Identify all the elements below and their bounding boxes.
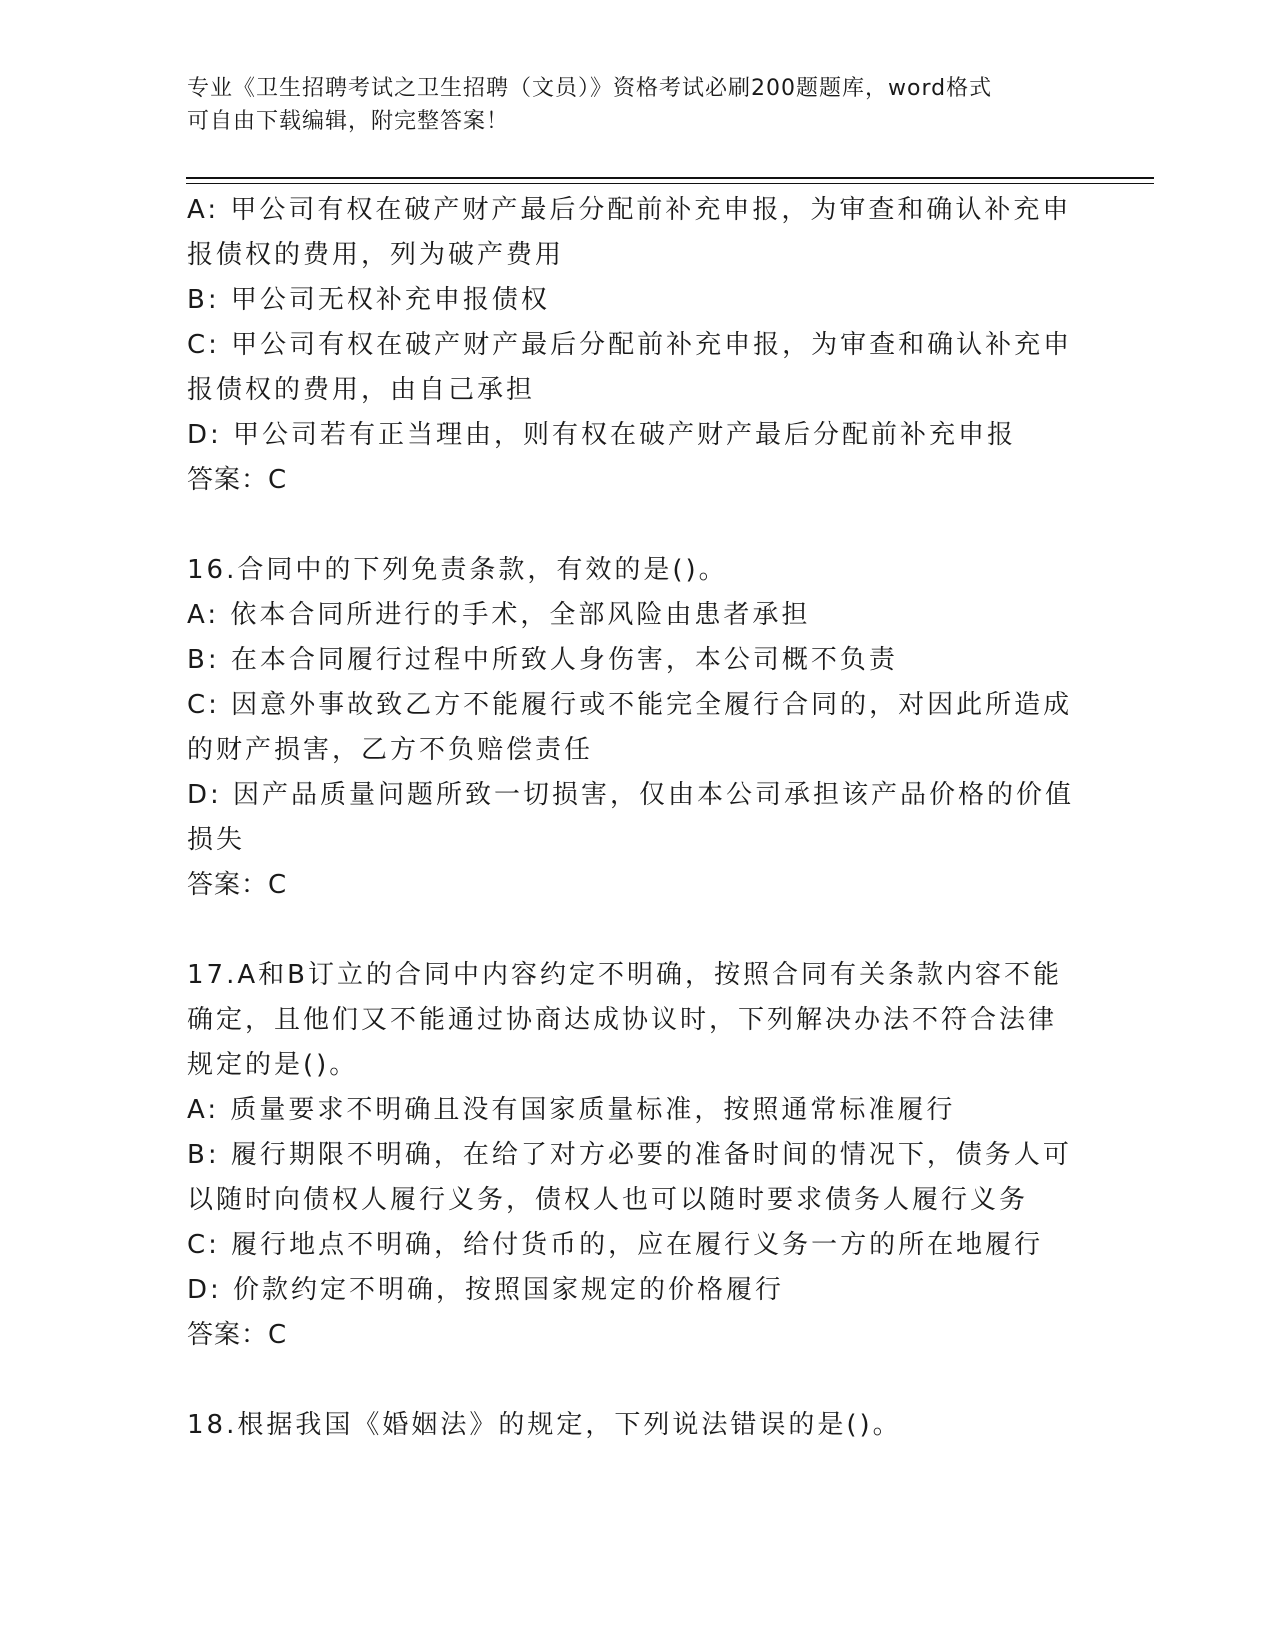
question-stem: 17.A和B订立的合同中内容约定不明确，按照合同有关条款内容不能 (187, 960, 1062, 990)
question-stem-continued: 规定的是()。 (187, 1050, 359, 1080)
option-a: A: 依本合同所进行的手术，全部风险由患者承担 (187, 600, 811, 630)
option-c-continued: 报债权的费用，由自己承担 (187, 375, 536, 405)
spacer (187, 1358, 1082, 1403)
header-divider-thick (186, 177, 1154, 179)
option-a: A: 质量要求不明确且没有国家质量标准，按照通常标准履行 (187, 1095, 956, 1125)
question-stem: 16.合同中的下列免责条款，有效的是()。 (187, 555, 728, 585)
option-d: D: 因产品质量问题所致一切损害，仅由本公司承担该产品价格的价值 (187, 780, 1075, 810)
option-d: D: 价款约定不明确，按照国家规定的价格履行 (187, 1275, 785, 1305)
option-b: B: 在本合同履行过程中所致人身伤害，本公司概不负责 (187, 645, 898, 675)
option-b-continued: 以随时向债权人履行义务，债权人也可以随时要求债务人履行义务 (187, 1185, 1029, 1215)
option-c: C: 因意外事故致乙方不能履行或不能完全履行合同的，对因此所造成 (187, 690, 1073, 720)
option-c-continued: 的财产损害，乙方不负赔偿责任 (187, 735, 594, 765)
question-list (187, 188, 1082, 1448)
answer: 答案：C (187, 1320, 288, 1350)
question-15-block (187, 188, 1082, 503)
option-b: B: 履行期限不明确，在给了对方必要的准备时间的情况下，债务人可 (187, 1140, 1072, 1170)
option-d-continued: 损失 (187, 825, 246, 855)
header-title-line-2: 可自由下载编辑，附完整答案！ (187, 109, 510, 134)
option-c: C: 履行地点不明确，给付货币的，应在履行义务一方的所在地履行 (187, 1230, 1044, 1260)
option-c: C: 甲公司有权在破产财产最后分配前补充申报，为审查和确认补充申 (187, 330, 1073, 360)
question-stem: 18.根据我国《婚姻法》的规定，下列说法错误的是()。 (187, 1410, 902, 1440)
answer: 答案：C (187, 465, 288, 495)
answer: 答案：C (187, 870, 288, 900)
question-stem-continued: 确定，且他们又不能通过协商达成协议时，下列解决办法不符合法律 (187, 1005, 1058, 1035)
option-a: A: 甲公司有权在破产财产最后分配前补充申报，为审查和确认补充申 (187, 195, 1072, 225)
question-18-block (187, 1403, 1082, 1448)
spacer (187, 503, 1082, 548)
question-16-block (187, 548, 1082, 908)
question-17-block (187, 953, 1082, 1358)
spacer (187, 908, 1082, 953)
option-d: D: 甲公司若有正当理由，则有权在破产财产最后分配前补充申报 (187, 420, 1017, 450)
header-divider-thin (186, 183, 1154, 184)
option-a-continued: 报债权的费用，列为破产费用 (187, 240, 565, 270)
document-header (187, 72, 1077, 138)
option-b: B: 甲公司无权补充申报债权 (187, 285, 550, 315)
header-title-line-1: 专业《卫生招聘考试之卫生招聘（文员）》资格考试必刷200题题库，word格式 (187, 76, 993, 101)
